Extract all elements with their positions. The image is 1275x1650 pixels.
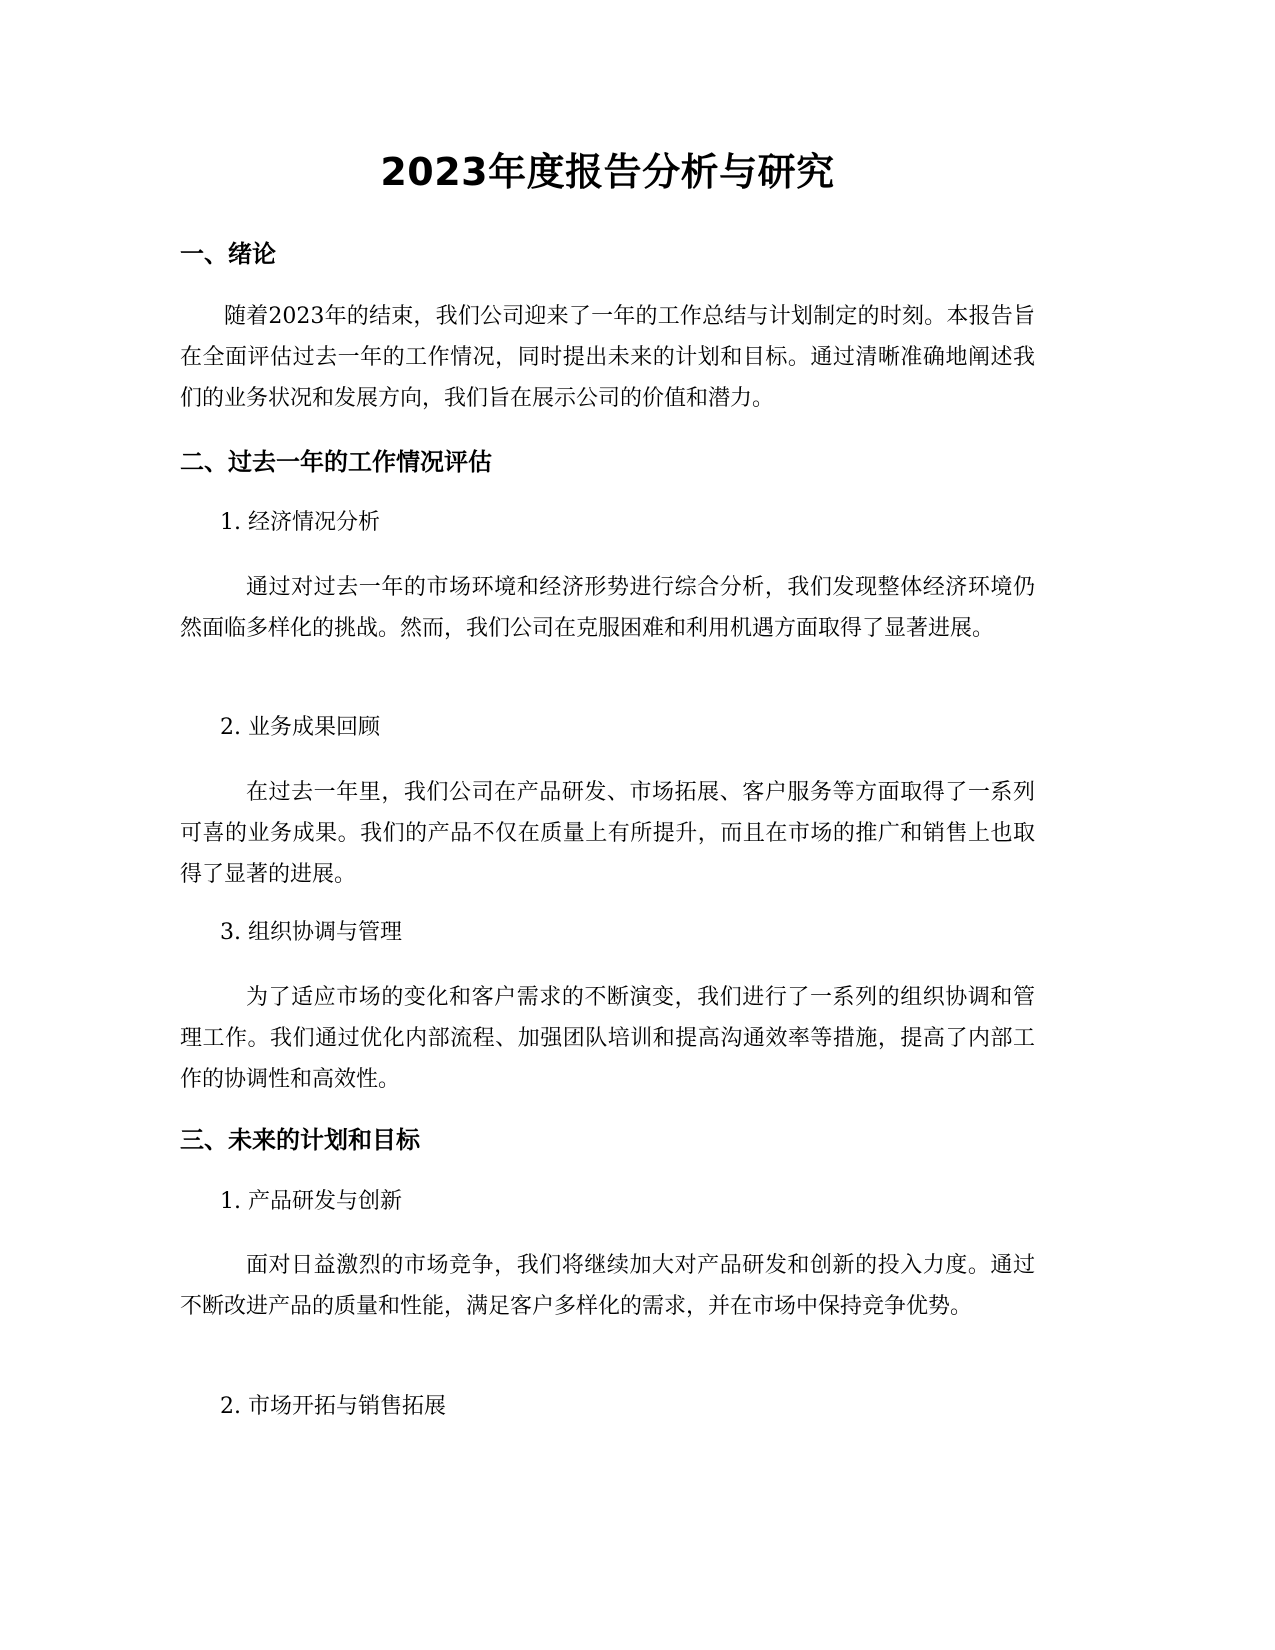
introduction-paragraph: 随着2023年的结束，我们公司迎来了一年的工作总结与计划制定的时刻。本报告旨在全面评估过去一年的工作情况，同时提出未来的计划和目标。通过清晰准确地阐述我们的业务状况和发展方向，我们旨在展示公司的价值和潜力。 — [180, 304, 1035, 411]
product-rnd-paragraph: 面对日益激烈的市场竞争，我们将继续加大对产品研发和创新的投入力度。通过不断改进产品的质量和性能，满足客户多样化的需求，并在市场中保持竞争优势。 — [180, 1253, 1035, 1319]
section-heading-past-year-review: 二、过去一年的工作情况评估 — [180, 448, 492, 476]
subheading-business-results: 2. 业务成果回顾 — [220, 715, 380, 740]
subheading-market-sales: 2. 市场开拓与销售拓展 — [220, 1394, 446, 1419]
subheading-economic-analysis: 1. 经济情况分析 — [220, 510, 380, 535]
subheading-organization-management: 3. 组织协调与管理 — [220, 920, 402, 945]
organization-management-paragraph: 为了适应市场的变化和客户需求的不断演变，我们进行了一系列的组织协调和管理工作。我们通过优化内部流程、加强团队培训和提高沟通效率等措施，提高了内部工作的协调性和高效性。 — [180, 985, 1035, 1092]
business-results-paragraph: 在过去一年里，我们公司在产品研发、市场拓展、客户服务等方面取得了一系列可喜的业务成果。我们的产品不仅在质量上有所提升，而且在市场的推广和销售上也取得了显著的进展。 — [180, 780, 1035, 887]
subheading-product-rnd: 1. 产品研发与创新 — [220, 1189, 402, 1214]
economic-analysis-paragraph: 通过对过去一年的市场环境和经济形势进行综合分析，我们发现整体经济环境仍然面临多样化的挑战。然而，我们公司在克服困难和利用机遇方面取得了显著进展。 — [180, 575, 1035, 641]
section-heading-introduction: 一、绪论 — [180, 240, 276, 268]
section-heading-future-plans: 三、未来的计划和目标 — [180, 1126, 420, 1154]
document-title: 2023年度报告分析与研究 — [380, 150, 835, 194]
